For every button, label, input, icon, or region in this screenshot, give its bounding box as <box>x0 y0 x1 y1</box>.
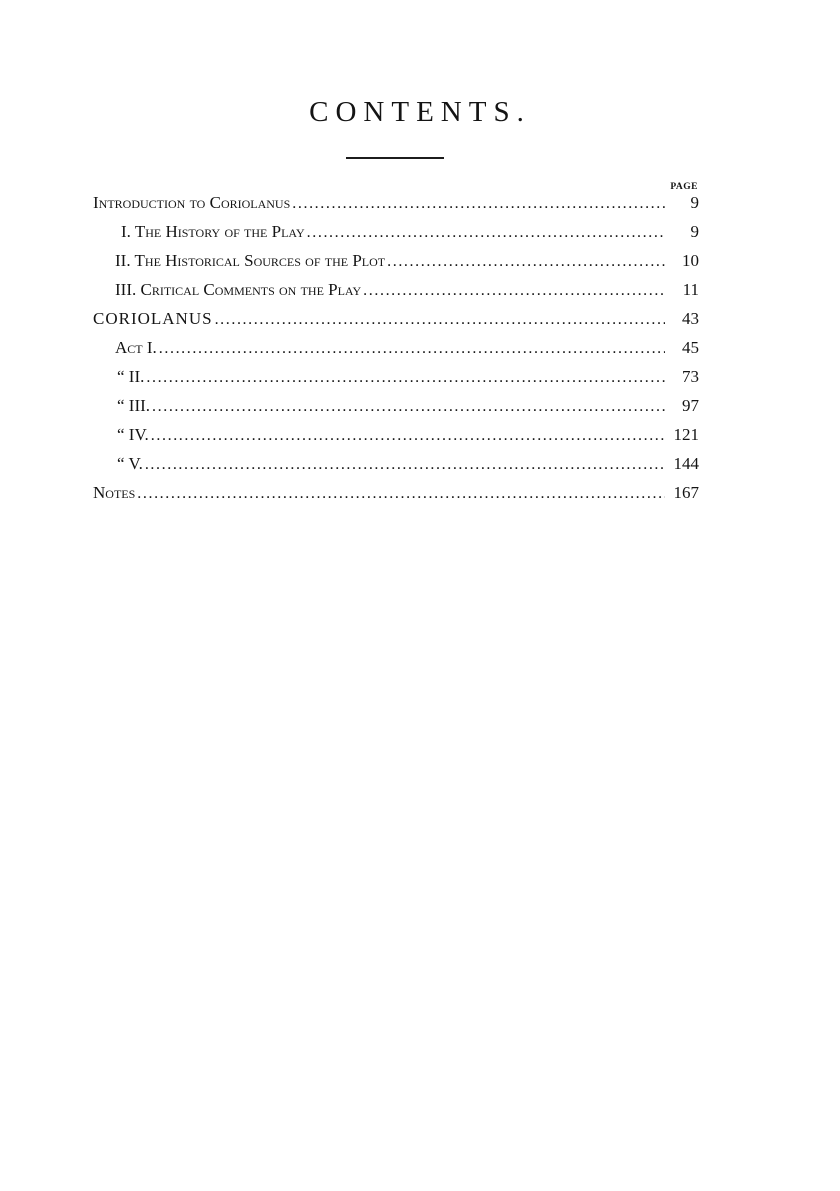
dot-leader <box>151 427 665 445</box>
dot-leader <box>292 195 665 213</box>
toc-entry-label: CORIOLANUS <box>93 309 213 328</box>
toc-entry-sources <box>93 251 699 280</box>
dot-leader <box>152 398 665 416</box>
page-column-label: PAGE <box>670 182 698 192</box>
toc-entry-label: “ III. <box>117 396 151 415</box>
dot-leader <box>363 282 665 300</box>
dot-leader <box>137 485 665 503</box>
toc-entry-page: 73 <box>682 367 699 386</box>
dot-leader <box>146 369 665 387</box>
toc-entry-page: 43 <box>682 309 699 328</box>
dot-leader <box>307 224 665 242</box>
dot-leader <box>387 253 665 271</box>
toc-entry-label: Introduction to Coriolanus <box>93 193 291 212</box>
toc-entry-label: “ IV. <box>117 425 149 444</box>
title-divider <box>346 157 444 159</box>
toc-entry-page: 10 <box>682 251 699 270</box>
toc-entry-label: Notes <box>93 483 136 502</box>
toc-entry-label: Act I. <box>115 338 157 357</box>
toc-entry-act-2 <box>93 367 699 396</box>
contents-list <box>93 193 699 512</box>
toc-entry-page: 121 <box>673 425 699 444</box>
toc-entry-page: 97 <box>682 396 699 415</box>
toc-entry-introduction <box>93 193 699 222</box>
toc-entry-act-5 <box>93 454 699 483</box>
toc-entry-notes <box>93 483 699 512</box>
toc-entry-label: II. The Historical Sources of the Plot <box>115 251 386 270</box>
toc-entry-label: III. Critical Comments on the Play <box>115 280 362 299</box>
toc-entry-page: 167 <box>673 483 699 502</box>
toc-entry-page: 9 <box>690 222 699 241</box>
toc-entry-act-3 <box>93 396 699 425</box>
toc-entry-coriolanus <box>93 309 699 338</box>
toc-entry-page: 144 <box>673 454 699 473</box>
toc-entry-page: 45 <box>682 338 699 357</box>
toc-entry-page: 11 <box>682 280 699 299</box>
toc-entry-label: I. The History of the Play <box>121 222 305 241</box>
dot-leader <box>145 456 665 474</box>
toc-entry-act-4 <box>93 425 699 454</box>
toc-entry-critical-comments <box>93 280 699 309</box>
page-title: CONTENTS. <box>309 96 531 128</box>
toc-entry-label: “ V. <box>117 454 143 473</box>
toc-entry-label: “ II. <box>117 367 145 386</box>
dot-leader <box>159 340 665 358</box>
dot-leader <box>215 311 665 329</box>
toc-entry-act-1 <box>93 338 699 367</box>
toc-entry-history <box>93 222 699 251</box>
toc-entry-page: 9 <box>690 193 699 212</box>
